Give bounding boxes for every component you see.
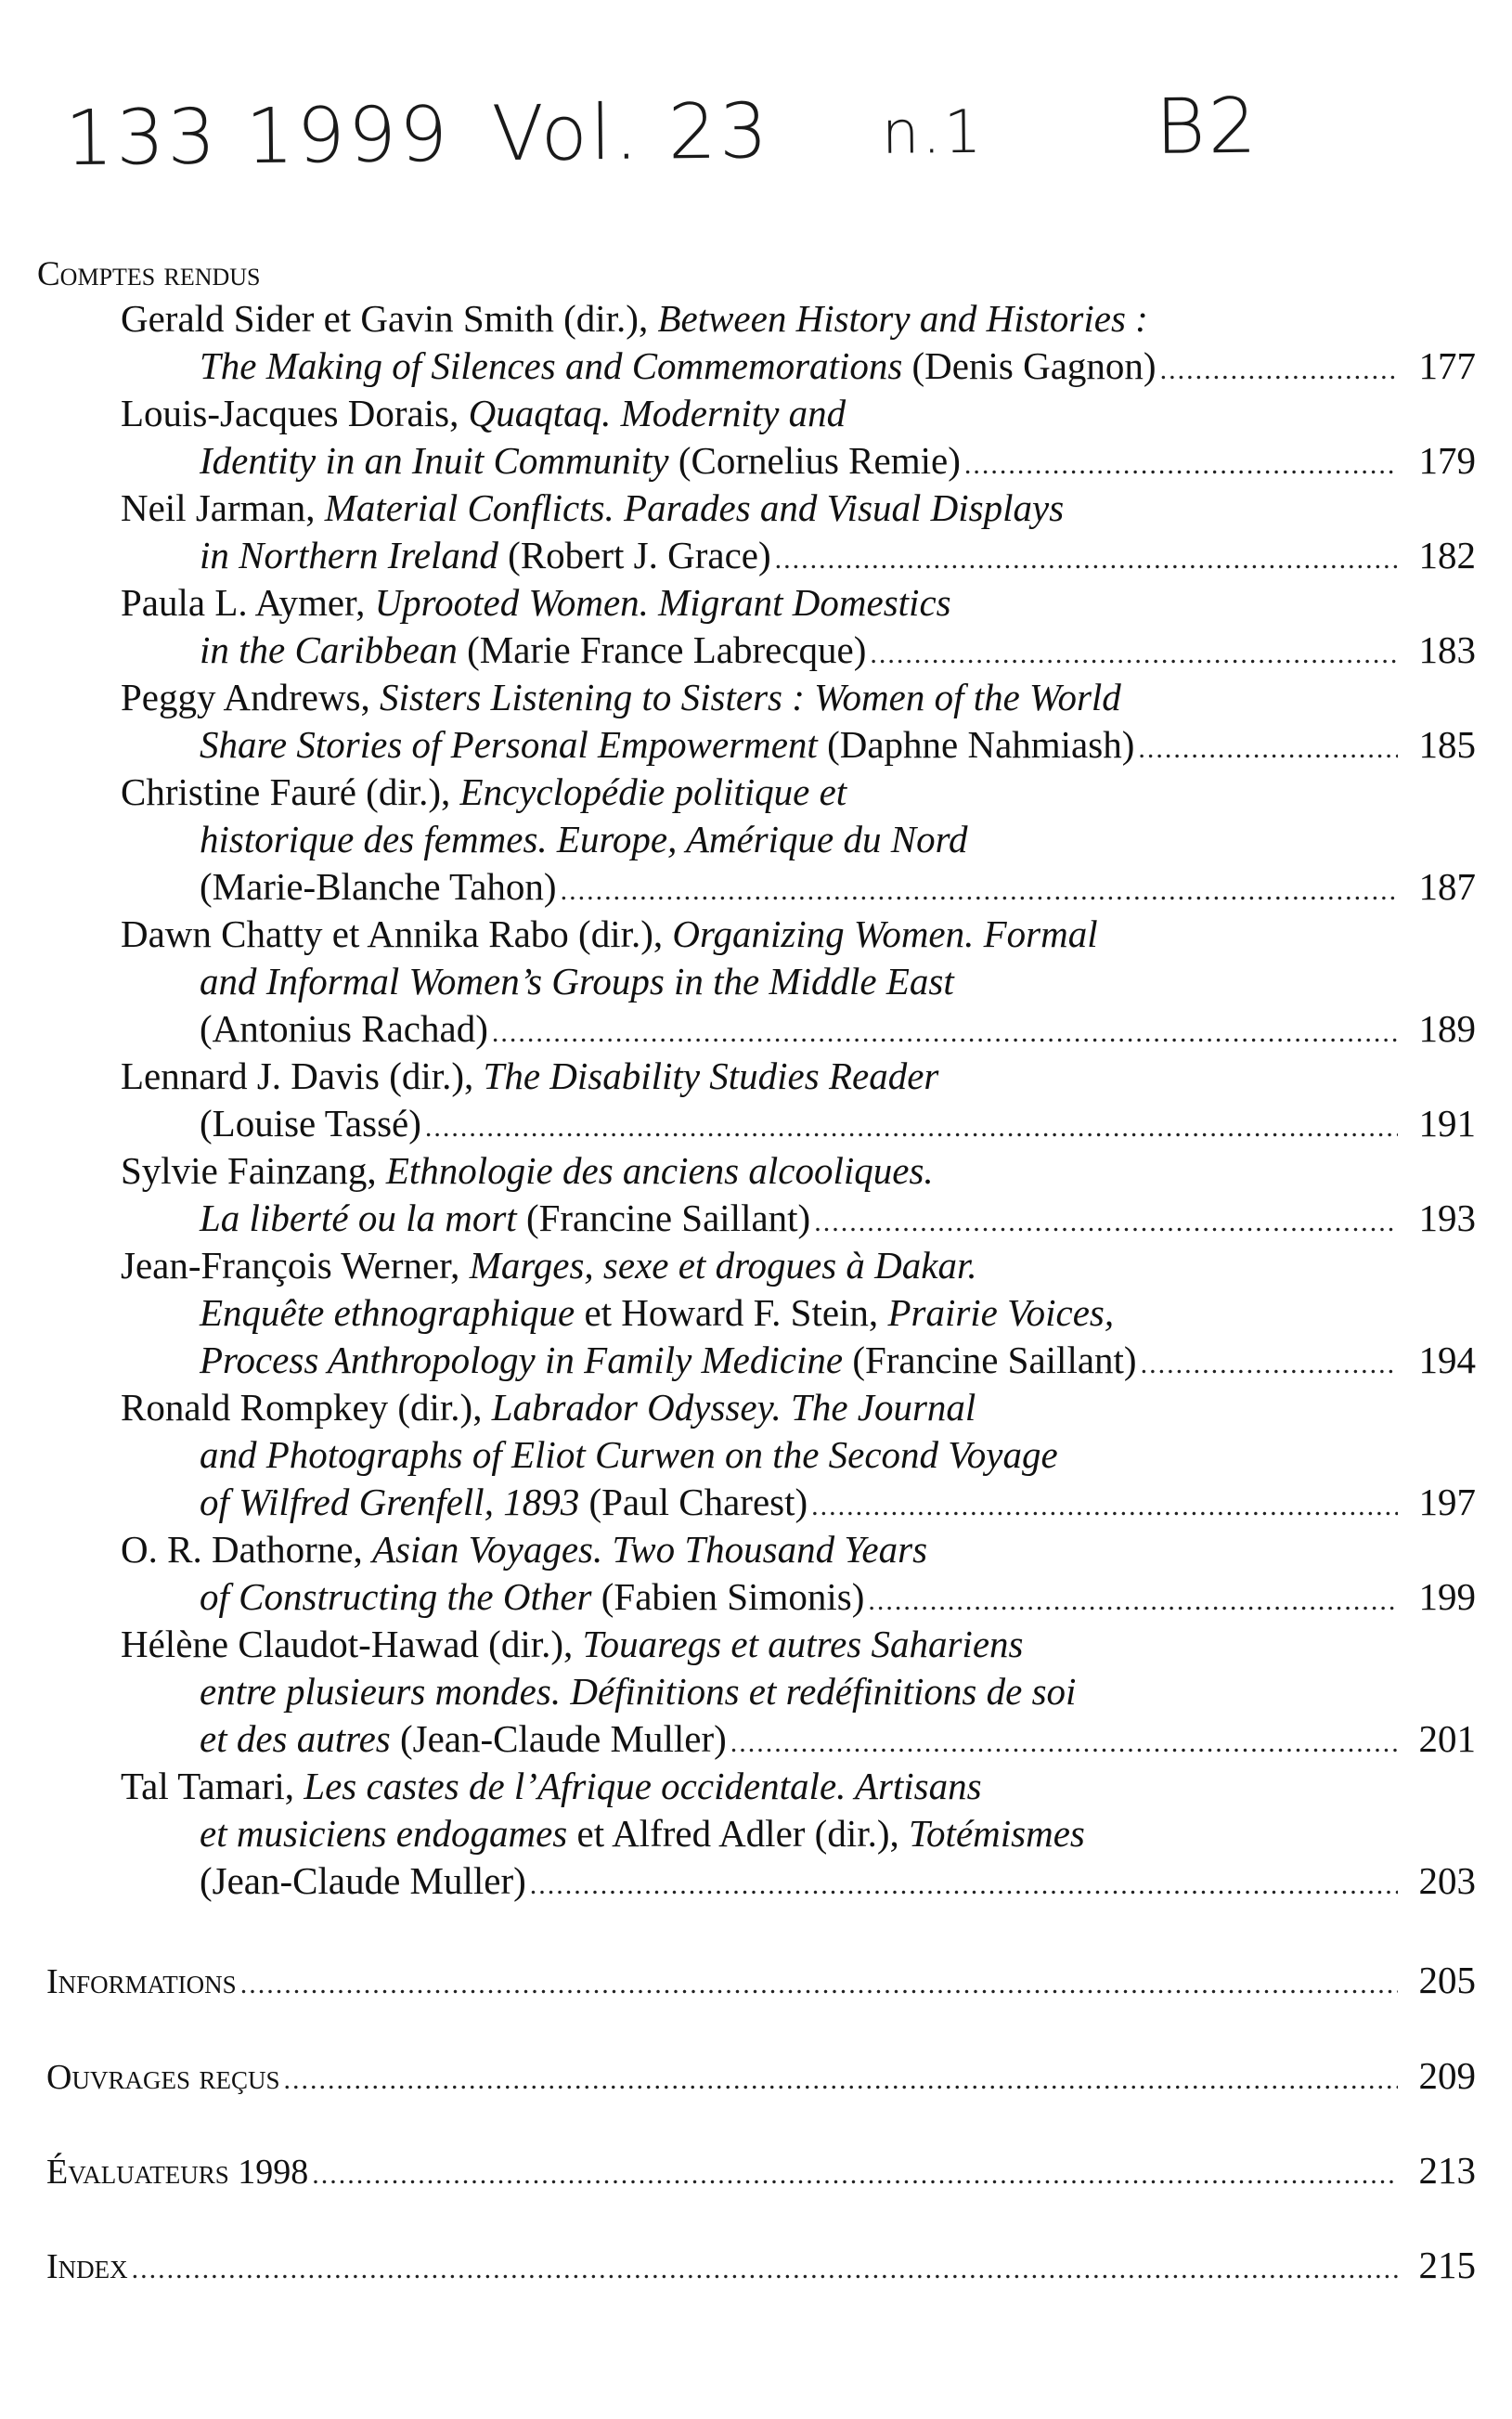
toc-line-text: Identity in an Inuit Community (Cornelius Remie) [200,439,961,482]
toc-entry[interactable] [200,721,1476,769]
toc-line-text: (Louise Tassé) [200,1102,421,1145]
toc-section-informations[interactable] [46,1957,1476,2004]
toc-line [200,1289,1476,1337]
toc-entry[interactable] [200,1005,1476,1053]
page-number: 203 [1418,1859,1476,1902]
toc-line [200,1431,1476,1479]
leader-dots [283,2056,1398,2103]
leader-dots [561,867,1398,914]
toc-line-text: Process Anthropology in Family Medicine (Francine Saillant) [200,1339,1137,1381]
toc-line-text: Paula L. Aymer, Uprooted Women. Migrant Domestics [121,581,951,624]
toc-line [121,579,1476,627]
leader-dots [530,1861,1398,1908]
toc-line-text: Gerald Sider et Gavin Smith (dir.), Between History and Histories : [121,297,1148,340]
leader-dots [1138,725,1398,772]
section-title: Index [46,2247,128,2286]
toc-line [200,1810,1476,1857]
toc-entry[interactable] [200,437,1476,485]
toc-line-text: Neil Jarman, Material Conflicts. Parades and Visual Displays [121,486,1065,529]
toc-line [121,1242,1476,1289]
leader-dots [775,536,1398,583]
toc-line-text: Hélène Claudot-Hawad (dir.), Touaregs et autres Sahariens [121,1623,1024,1665]
section-title: Ouvrages reçus [46,2058,280,2097]
toc-entry[interactable] [200,343,1476,390]
toc-entry[interactable] [200,627,1476,674]
leader-dots [425,1104,1398,1151]
page-number: 201 [1418,1717,1476,1760]
toc-entry[interactable] [200,532,1476,579]
leader-dots [132,2245,1398,2293]
page-number: 194 [1418,1339,1476,1381]
toc-line [121,295,1476,343]
page-number: 179 [1418,439,1476,482]
toc-line-text: O. R. Dathorne, Asian Voyages. Two Thousand Years [121,1528,928,1571]
toc-line [121,1053,1476,1100]
toc-line [121,1147,1476,1195]
toc-line [121,911,1476,958]
toc-entry[interactable] [200,863,1476,911]
toc-line-text: (Marie-Blanche Tahon) [200,865,557,908]
toc-line [121,1621,1476,1668]
toc-line [121,1384,1476,1431]
toc-line-text: Louis-Jacques Dorais, Quaqtaq. Modernity and [121,392,846,434]
toc-line-text: Enquête ethnographique et Howard F. Stein, Prairie Voices, [200,1291,1115,1334]
toc-line-text: Jean-François Werner, Marges, sexe et drogues à Dakar. [121,1244,977,1287]
toc-line-text: et musiciens endogames et Alfred Adler (dir.), Totémismes [200,1812,1085,1855]
toc-line-text: of Wilfred Grenfell, 1893 (Paul Charest) [200,1481,808,1523]
toc-line-text: entre plusieurs mondes. Définitions et redéfinitions de soi [200,1670,1077,1713]
leader-dots [811,1482,1398,1530]
toc-entry[interactable] [200,1337,1476,1384]
toc-line-text: (Jean-Claude Muller) [200,1859,526,1902]
page-number: 191 [1418,1102,1476,1145]
handwritten-text: B2 [1155,82,1260,172]
leader-dots [870,630,1398,678]
toc-line-text: in the Caribbean (Marie France Labrecque) [200,628,867,671]
page-number: 177 [1418,344,1476,387]
toc-entry[interactable] [200,1195,1476,1242]
handwritten-text: 133 1999 [64,90,451,184]
toc-line-text: historique des femmes. Europe, Amérique du Nord [200,818,968,860]
toc-section-ouvrages-recus[interactable] [46,2052,1476,2100]
page-number: 183 [1418,628,1476,671]
toc-line-text: Ronald Rompkey (dir.), Labrador Odyssey. The Journal [121,1386,976,1429]
leader-dots [814,1198,1398,1246]
page-number: 209 [1418,2054,1476,2097]
toc-section-evaluateurs[interactable] [46,2147,1476,2194]
toc-entry[interactable] [200,1479,1476,1526]
page-number: 215 [1418,2244,1476,2286]
toc-line-text: and Informal Women’s Groups in the Middle East [200,960,954,1003]
leader-dots [1160,346,1398,394]
toc-line [200,1668,1476,1715]
page-number: 205 [1418,1959,1476,2001]
toc-line-text: of Constructing the Other (Fabien Simonis) [200,1575,865,1618]
toc-line-text: Peggy Andrews, Sisters Listening to Sisters : Women of the World [121,676,1121,718]
toc-entry[interactable] [200,1100,1476,1147]
handwritten-text: n.1 [881,97,985,168]
toc-line [121,1526,1476,1573]
toc-line [121,1763,1476,1810]
page-number: 193 [1418,1197,1476,1239]
toc-line-text: Tal Tamari, Les castes de l’Afrique occidentale. Artisans [121,1765,982,1807]
toc-line-text: Lennard J. Davis (dir.), The Disability Studies Reader [121,1054,939,1097]
toc-entry[interactable] [200,1857,1476,1905]
leader-dots [1141,1340,1398,1388]
toc-line [121,769,1476,816]
page-number: 189 [1418,1007,1476,1050]
leader-dots [312,2151,1398,2198]
toc-line-text: Christine Fauré (dir.), Encyclopédie politique et [121,770,847,813]
page-number: 187 [1418,865,1476,908]
page-number: 213 [1418,2149,1476,2192]
toc-line [121,390,1476,437]
leader-dots [964,441,1398,488]
section-title: Évaluateurs 1998 [46,2153,309,2192]
toc-line [200,816,1476,863]
toc-line-text: in Northern Ireland (Robert J. Grace) [200,534,771,576]
handwritten-text: Vol. 23 [491,87,771,179]
page-number: 197 [1418,1481,1476,1523]
toc-line [121,674,1476,721]
toc-line [200,958,1476,1005]
toc-line-text: and Photographs of Eliot Curwen on the Second Voyage [200,1433,1058,1476]
leader-dots [868,1577,1398,1624]
toc-line-text: (Antonius Rachad) [200,1007,488,1050]
section-title-comptes-rendus: Comptes rendus [37,255,261,293]
toc-entry[interactable] [200,1715,1476,1763]
toc-line-text: Dawn Chatty et Annika Rabo (dir.), Organizing Women. Formal [121,912,1098,955]
handwritten-call-number [55,82,1337,206]
toc-line-text: The Making of Silences and Commemorations (Denis Gagnon) [200,344,1157,387]
leader-dots [730,1719,1398,1766]
toc-section-index[interactable] [46,2242,1476,2289]
page-number: 185 [1418,723,1476,766]
toc-line-text: Sylvie Fainzang, Ethnologie des anciens alcooliques. [121,1149,934,1192]
section-title: Informations [46,1962,237,2001]
page-number: 199 [1418,1575,1476,1618]
leader-dots [492,1009,1398,1056]
toc-entry[interactable] [200,1573,1476,1621]
toc-line-text: Share Stories of Personal Empowerment (Daphne Nahmiash) [200,723,1135,766]
toc-line-text: et des autres (Jean-Claude Muller) [200,1717,727,1760]
toc-line [121,485,1476,532]
toc-line-text: La liberté ou la mort (Francine Saillant) [200,1197,811,1239]
leader-dots [240,1960,1398,2008]
page-number: 182 [1418,534,1476,576]
